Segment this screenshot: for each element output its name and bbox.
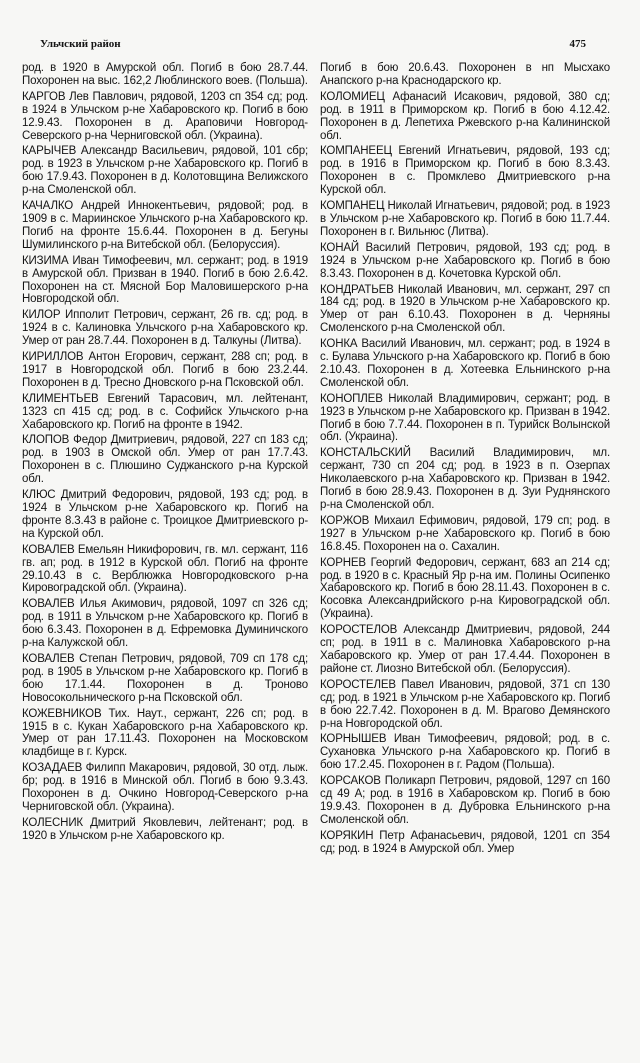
page-header bbox=[40, 38, 586, 56]
entry-paragraph: КОВАЛЕВ Илья Акимович, рядовой, 1097 сп 326 сд; род. в 1911 в Ульчском р-не Хабаровского кр. Погиб в бою 6.3.43. Похоронен в д. Ефремовка Думиничского р-на Калужской обл. bbox=[22, 598, 308, 650]
entry-paragraph: КОНКА Василий Иванович, мл. сержант; род. в 1924 в с. Булава Ульчского р-на Хабаровского кр. Погиб в бою 2.10.43. Похоронен в д. Хотеевка Ельнинского р-на Смоленской обл. bbox=[320, 338, 610, 389]
running-title: Ульчский район bbox=[40, 38, 121, 50]
entry-paragraph: КОРЯКИН Петр Афанасьевич, рядовой, 1201 сп 354 сд; род. в 1924 в Амурской обл. Умер bbox=[320, 829, 610, 855]
entry-paragraph: род. в 1920 в Амурской обл. Погиб в бою 28.7.44. Похоронен на выс. 162,2 Люблинского воев. (Польша). bbox=[22, 62, 308, 87]
entry-paragraph: КОРНЫШЕВ Иван Тимофеевич, рядовой; род. в с. Сухановка Ульчского р-на Хабаровского кр. Погиб в бою 17.2.45. Похоронен в г. Радом (Польша). bbox=[320, 733, 610, 772]
entry-paragraph: КОВАЛЕВ Емельян Никифорович, гв. мл. сержант, 116 гв. ап; род. в 1912 в Курской обл. Погиб на фронте 29.10.43 в с. Верблюжка Новгородковского р-на Кировоградской обл. (Украина). bbox=[22, 543, 308, 595]
left-column bbox=[22, 62, 308, 846]
entry-paragraph: КАРГОВ Лев Павлович, рядовой, 1203 сп 354 сд; род. в 1924 в Ульчском р-не Хабаровского кр. Погиб в бою 12.9.43. Похоронен в д. Араповичи Новгород-Северского р-на Черниговской обл. (Украина). bbox=[22, 90, 308, 142]
entry-paragraph: КОНОПЛЕВ Николай Владимирович, сержант; род. в 1923 в Ульчском р-не Хабаровского кр. Призван в 1942. Погиб в бою 7.7.44. Похоронен в п. Турийск Волынской обл. (Украина). bbox=[320, 392, 610, 444]
entry-paragraph: КОЗАДАЕВ Филипп Макарович, рядовой, 30 отд. лыж. бр; род. в 1916 в Минской обл. Погиб в бою 9.3.43. Похоронен в д. Очкино Новгород-Северского р-на Черниговской обл. (Украина). bbox=[22, 762, 308, 813]
entry-paragraph: КОРЖОВ Михаил Ефимович, рядовой, 179 сп; род. в 1927 в Ульчском р-не Хабаровского кр. Погиб в бою 16.8.45. Похоронен на о. Сахалин. bbox=[320, 514, 610, 553]
entry-paragraph: КЛЮС Дмитрий Федорович, рядовой, 193 сд; род. в 1924 в Ульчском р-не Хабаровского кр. Погиб на фронте 8.3.43 в районе с. Троицкое Дмитриевского р-на Курской обл. bbox=[22, 489, 308, 540]
entry-paragraph: КИЛОР Ипполит Петрович, сержант, 26 гв. сд; род. в 1924 в с. Калиновка Ульчского р-на Хабаровского кр. Умер от ран 28.7.44. Похоронен в д. Талкуны (Литва). bbox=[22, 309, 308, 348]
entry-paragraph: КОНАЙ Василий Петрович, рядовой, 193 сд; род. в 1924 в Ульчском р-не Хабаровского кр. Погиб в бою 8.3.43. Похоронен в д. Кочетовка Курской обл. bbox=[320, 241, 610, 280]
entry-paragraph: КОЛЕСНИК Дмитрий Яковлевич, лейтенант; род. в 1920 в Ульчском р-не Хабаровского кр. bbox=[22, 816, 308, 842]
entry-paragraph: КОНСТАЛЬСКИЙ Василий Владимирович, мл. сержант, 730 сп 204 сд; род. в 1923 в п. Озерпах Николаевского р-на Хабаровского кр. Призван в 1942. Погиб в бою 28.9.43. Похоронен в д. Зуи Руднянского р-на Смоленской обл. bbox=[320, 447, 610, 511]
entry-paragraph: КОЛОМИЕЦ Афанасий Исакович, рядовой, 380 сд; род. в 1911 в Приморском кр. Погиб в бою 4.12.42. Похоронен в д. Лепетиха Ржевского р-на Калининской обл. bbox=[320, 90, 610, 142]
page-number: 475 bbox=[569, 38, 586, 50]
entry-paragraph: Погиб в бою 20.6.43. Похоронен в нп Мысхако Анапского р-на Краснодарского кр. bbox=[320, 62, 610, 87]
entry-paragraph: КОМПАНЕЦ Николай Игнатьевич, рядовой; род. в 1923 в Ульчском р-не Хабаровского кр. Погиб в бою 11.7.44. Похоронен в г. Вильнюс (Литва). bbox=[320, 200, 610, 238]
entry-paragraph: КЛИМЕНТЬЕВ Евгений Тарасович, мл. лейтенант, 1323 сп 415 сд; род. в с. Софийск Ульчского р-на Хабаровского кр. Погиб на фронте в 1942. bbox=[22, 392, 308, 431]
entry-paragraph: КОНДРАТЬЕВ Николай Иванович, мл. сержант, 297 сп 184 сд; род. в 1920 в Ульчском р-не Хабаровского кр. Умер от ран 6.10.43. Похоронен в д. Черняны Смоленского р-на Смоленской обл. bbox=[320, 283, 610, 335]
entry-paragraph: КАРЫЧЕВ Александр Васильевич, рядовой, 101 сбр; род. в 1923 в Ульчском р-не Хабаровского кр. Погиб в бою 17.9.43. Похоронен в д. Колотовщина Велижского р-на Смоленской обл. bbox=[22, 145, 308, 197]
entry-paragraph: КОРОСТЕЛЕВ Павел Иванович, рядовой, 371 сп 130 сд; род. в 1921 в Ульчском р-не Хабаровского кр. Погиб в бою 22.7.42. Похоронен в д. М. Врагово Демянского р-на Новгородской обл. bbox=[320, 678, 610, 730]
entry-paragraph: КОРСАКОВ Поликарп Петрович, рядовой, 1297 сп 160 сд 49 А; род. в 1916 в Хабаровском кр. Погиб в бою 19.9.43. Похоронен в д. Дубровка Ельнинского р-на Смоленской обл. bbox=[320, 775, 610, 826]
entry-paragraph: КОРНЕВ Георгий Федорович, сержант, 683 ап 214 сд; род. в 1920 в с. Красный Яр р-на им. Полины Осипенко Хабаровского кр. Погиб в бою 28.11.43. Похоронен в с. Косовка Александрийского р-на Кировоградской обл. (Украина). bbox=[320, 556, 610, 621]
entry-paragraph: КОРОСТЕЛОВ Александр Дмитриевич, рядовой, 244 сп; род. в 1911 в с. Малиновка Хабаровского р-на Хабаровского кр. Умер от ран 17.4.44. Похоронен в районе ст. Лиозно Витебской обл. (Белоруссия). bbox=[320, 624, 610, 675]
entry-paragraph: КЛОПОВ Федор Дмитриевич, рядовой, 227 сп 183 сд; род. в 1903 в Омской обл. Умер от ран 17.7.43. Похоронен в с. Плюшино Суджанского р-на Курской обл. bbox=[22, 434, 308, 486]
right-column bbox=[320, 62, 610, 859]
entry-paragraph: КОЖЕВНИКОВ Тих. Наут., сержант, 226 сп; род. в 1915 в с. Кукан Хабаровского р-на Хабаровского кр. Умер от ран 17.11.43. Похоронен на Московском кладбище в г. Курск. bbox=[22, 707, 308, 759]
entry-paragraph: КИРИЛЛОВ Антон Егорович, сержант, 288 сп; род. в 1917 в Новгородской обл. Погиб в бою 23.2.44. Похоронен в д. Тресно Дновского р-на Псковской обл. bbox=[22, 351, 308, 389]
entry-paragraph: КОМПАНЕЕЦ Евгений Игнатьевич, рядовой, 193 сд; род. в 1916 в Приморском кр. Погиб в бою 8.3.43. Похоронен в с. Промклево Дмитриевского р-на Курской обл. bbox=[320, 145, 610, 197]
entry-paragraph: КАЧАЛКО Андрей Иннокентьевич, рядовой; род. в 1909 в с. Мариинское Ульчского р-на Хабаровского кр. Погиб на фронте 15.6.44. Похоронен в д. Бегуны Шумилинского р-на Витебской обл. (Белоруссия). bbox=[22, 200, 308, 251]
entry-paragraph: КИЗИМА Иван Тимофеевич, мл. сержант; род. в 1919 в Амурской обл. Призван в 1940. Погиб в бою 2.6.42. Похоронен на ст. Мясной Бор Маловишерского р-на Новгородской обл. bbox=[22, 254, 308, 306]
entry-paragraph: КОВАЛЕВ Степан Петрович, рядовой, 709 сп 178 сд; род. в 1905 в Ульчском р-не Хабаровского кр. Погиб в бою 17.1.44. Похоронен в д. Троново Новосокольнического р-на Псковской обл. bbox=[22, 652, 308, 704]
